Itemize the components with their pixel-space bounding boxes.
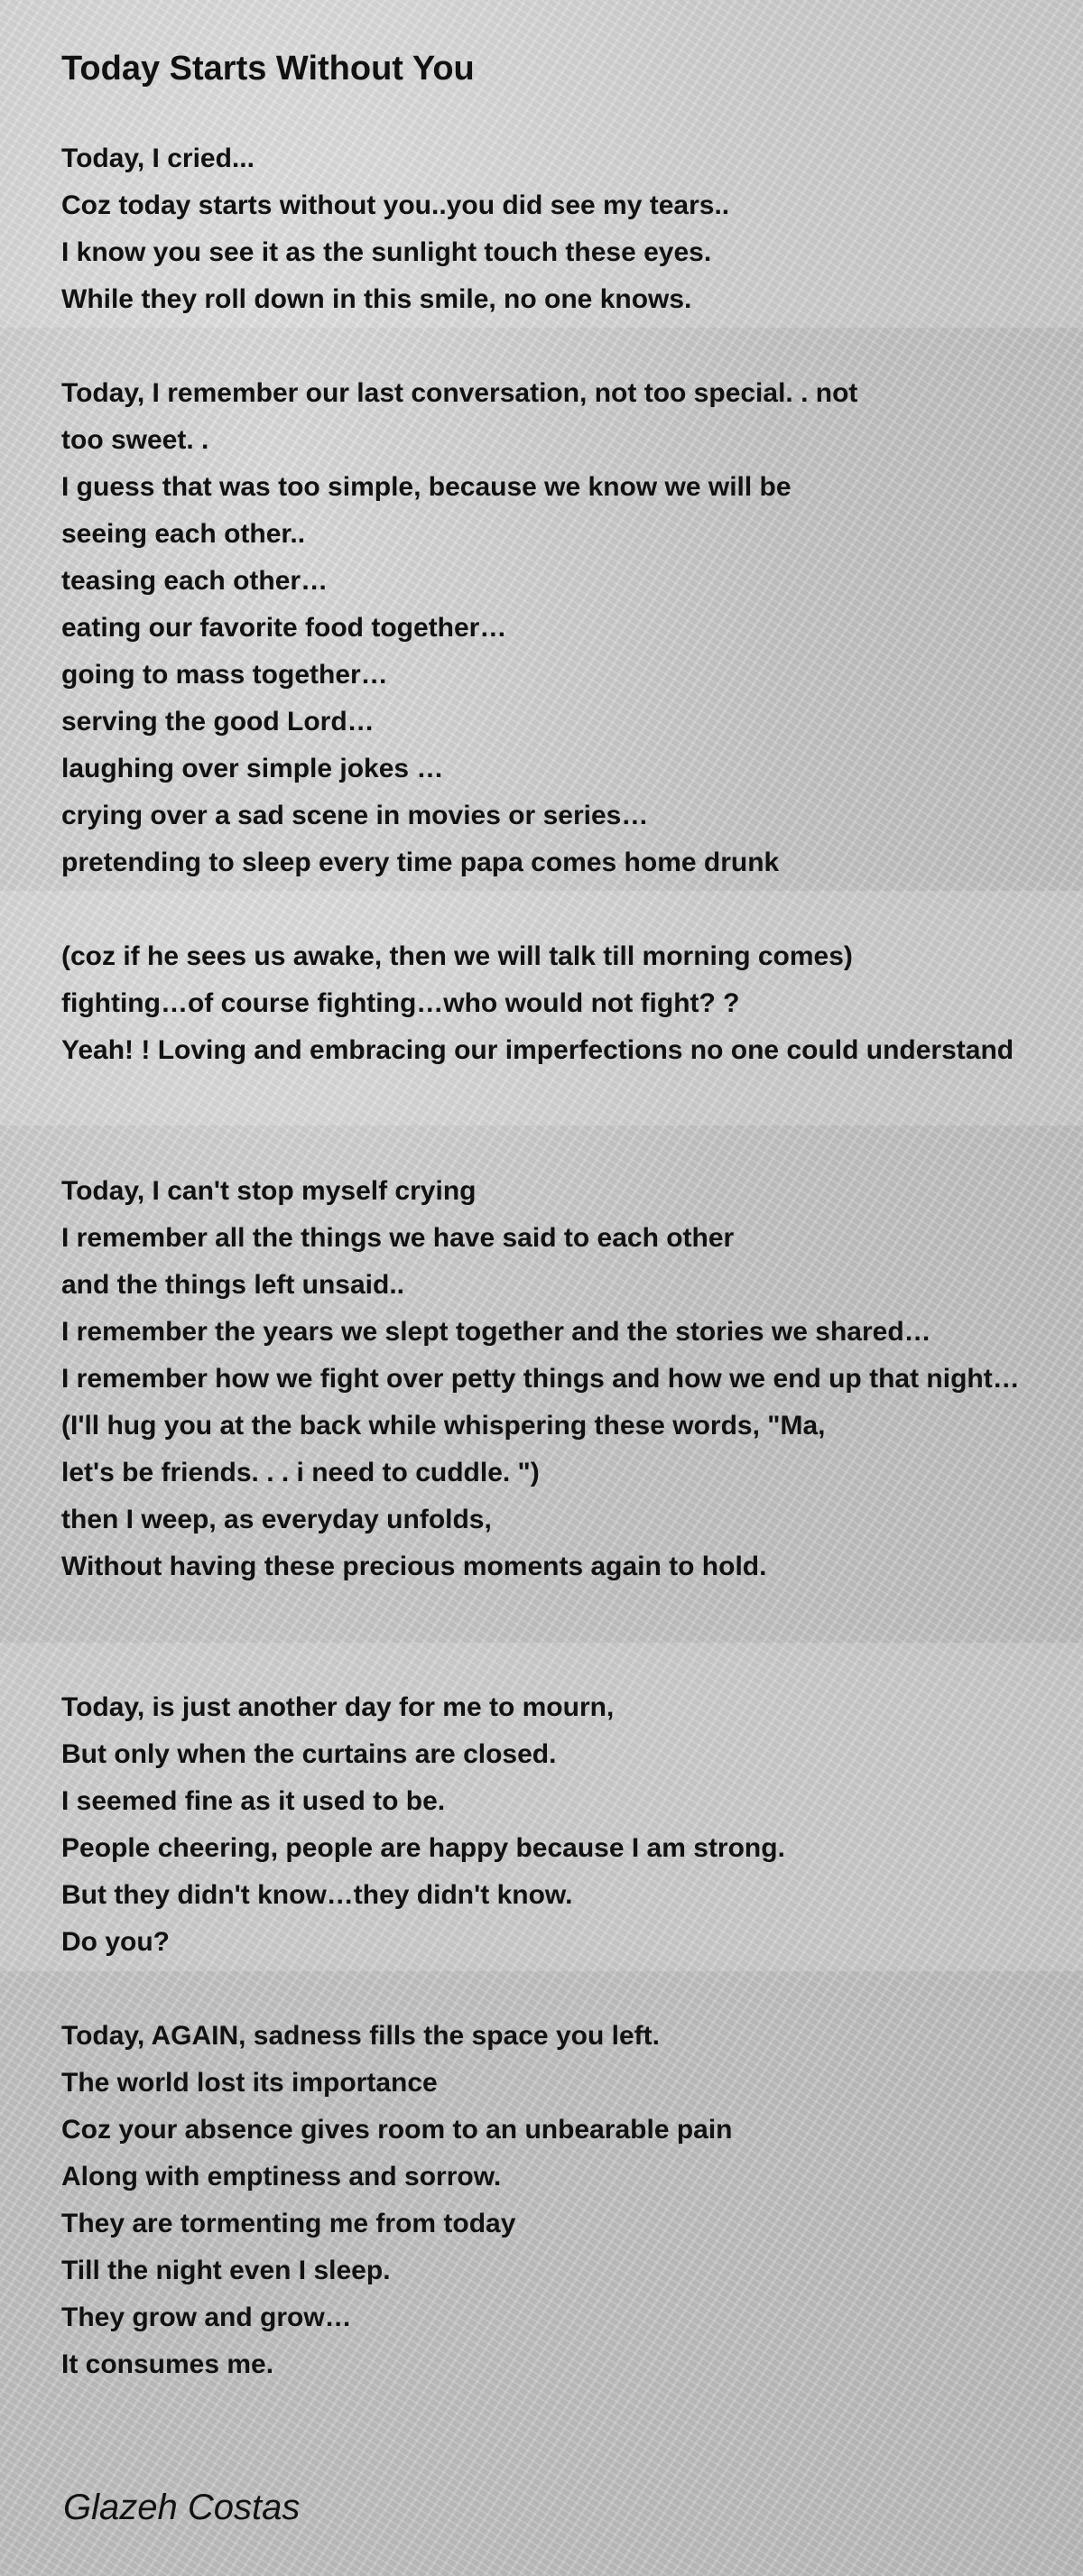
poem-line: pretending to sleep every time papa comes home drunk	[61, 848, 780, 877]
poem-line: eating our favorite food together…	[61, 613, 507, 643]
poem-line: fighting…of course fighting…who would not fight? ?	[61, 988, 740, 1018]
stanza-break	[61, 886, 1083, 933]
poem-line: teasing each other…	[61, 566, 329, 596]
poem-line: (I'll hug you at the back while whispering these words, "Ma,	[61, 1411, 826, 1441]
stanza-break	[61, 1074, 1083, 1121]
poem-line: Today, is just another day for me to mourn,	[61, 1692, 615, 1722]
poem-line: going to mass together…	[61, 660, 388, 690]
stanza-break	[61, 323, 1083, 370]
poem-line: Till the night even I sleep.	[61, 2256, 391, 2285]
poem-line: and the things left unsaid..	[61, 1270, 405, 1300]
poem-line: But only when the curtains are closed.	[61, 1739, 557, 1769]
poem-line: The world lost its importance	[61, 2068, 438, 2098]
poem-author: Glazeh Costas	[63, 2488, 301, 2527]
poem-line: Along with emptiness and sorrow.	[61, 2162, 502, 2191]
poem-line: Without having these precious moments again to hold.	[61, 1552, 767, 1581]
poem-line: serving the good Lord…	[61, 707, 375, 737]
poem-line: But they didn't know…they didn't know.	[61, 1880, 573, 1910]
poem-line: I remember all the things we have said to each other	[61, 1223, 735, 1253]
poem-line: (coz if he sees us awake, then we will talk till morning comes)	[61, 941, 853, 971]
poem-line: Do you?	[61, 1927, 170, 1957]
stanza-break	[61, 1590, 1083, 1637]
stanza-break	[61, 1966, 1083, 2013]
poem-line: I remember the years we slept together and the stories we shared…	[61, 1317, 931, 1347]
poem-line: I seemed fine as it used to be.	[61, 1786, 446, 1816]
poem-line: I guess that was too simple, because we know we will be	[61, 472, 791, 502]
poem-line: They grow and grow…	[61, 2303, 352, 2332]
poem-title: Today Starts Without You	[61, 50, 475, 88]
stanza-break	[61, 1121, 1083, 1168]
poem-line: They are tormenting me from today	[61, 2209, 516, 2238]
poem-line: Yeah! ! Loving and embracing our imperfections no one could understand	[61, 1035, 1014, 1065]
poem-line: seeing each other..	[61, 519, 306, 549]
poem-line: Coz today starts without you..you did see my tears..	[61, 190, 730, 220]
poem-line: too sweet. .	[61, 425, 209, 455]
stanza-break	[61, 1637, 1083, 1684]
poem-line: laughing over simple jokes …	[61, 754, 444, 783]
poem-line: I remember how we fight over petty things and how we end up that night…	[61, 1364, 1020, 1394]
poem-line: Today, AGAIN, sadness fills the space you left.	[61, 2021, 660, 2051]
poem-line: let's be friends. . . i need to cuddle. ")	[61, 1458, 540, 1487]
poem-line: People cheering, people are happy because I am strong.	[61, 1833, 785, 1863]
poem-body	[61, 135, 1083, 2388]
poem-line: It consumes me.	[61, 2349, 274, 2379]
poem-line: Today, I can't stop myself crying	[61, 1176, 477, 1206]
poem-line: then I weep, as everyday unfolds,	[61, 1505, 492, 1534]
poem-line: I know you see it as the sunlight touch these eyes.	[61, 237, 712, 267]
poem-line: While they roll down in this smile, no one knows.	[61, 284, 692, 314]
poem-line: Today, I cried...	[61, 144, 255, 173]
poem-line: Today, I remember our last conversation, not too special. . not	[61, 378, 858, 408]
poem-line: Coz your absence gives room to an unbearable pain	[61, 2115, 733, 2145]
poem-line: crying over a sad scene in movies or series…	[61, 801, 649, 830]
